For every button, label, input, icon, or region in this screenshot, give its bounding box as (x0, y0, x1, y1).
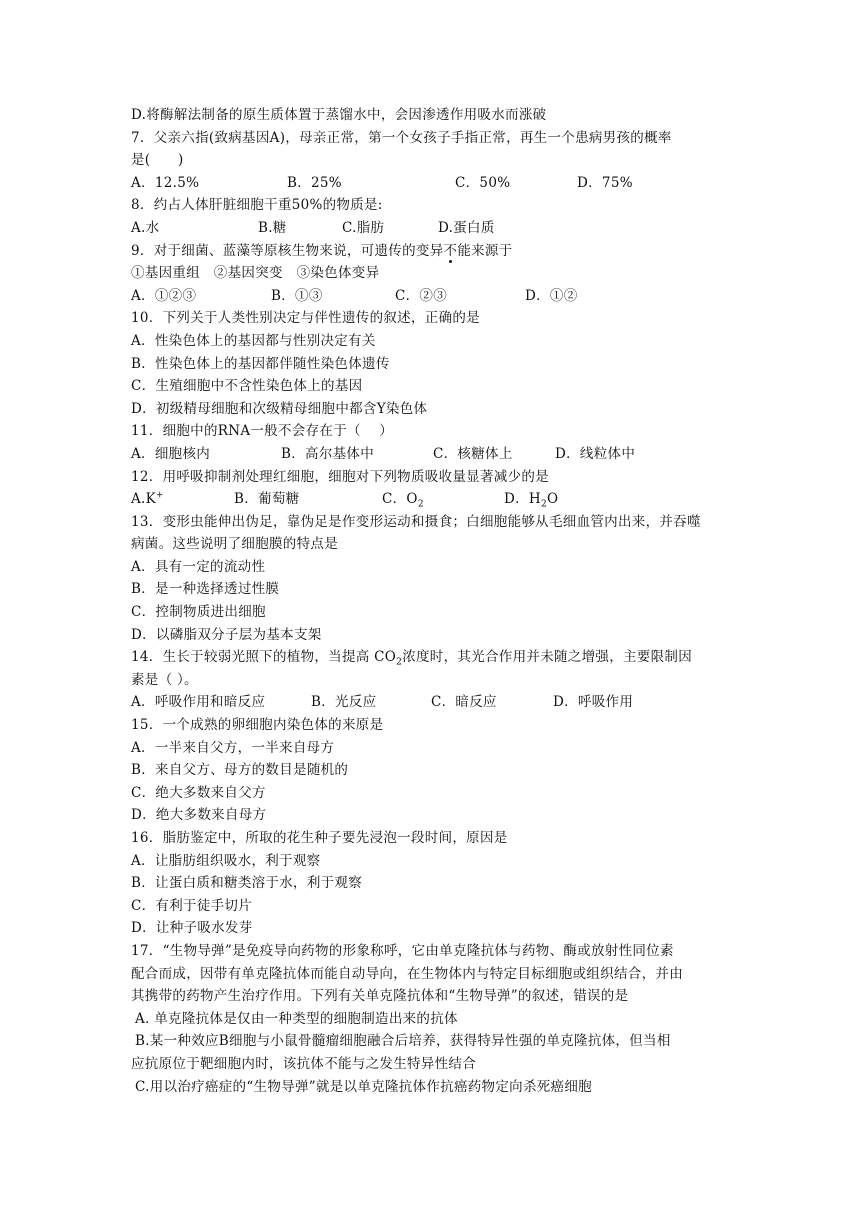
q9-option-c: C．②③ (395, 287, 448, 304)
q14-stem-line1 (131, 646, 731, 669)
q14-stem-post: 浓度时，其光合作用并未随之增强，主要限制因 (402, 649, 693, 666)
q12-option-a-text: A.K (131, 491, 157, 508)
q8-option-c: C.脂肪 (342, 219, 385, 236)
q7-option-c: C．50% (455, 174, 511, 191)
q17-stem-line1: 17．“生物导弹”是免疫导向药物的形象称呼，它由单克隆抗体与药物、酶或放射性同位素 (131, 942, 674, 959)
q13-option-d: D．以磷脂双分子层为基本支架 (131, 626, 322, 643)
q16-option-c: C．有利于徒手切片 (131, 897, 253, 914)
q7-stem-line1: 7．父亲六指(致病基因A)，母亲正常，第一个女孩子手指正常，再生一个患病男孩的概率 (131, 129, 672, 146)
q12-option-d-tail: O (547, 491, 559, 508)
q14-stem-line2: 素是（ ）。 (131, 671, 198, 688)
q14-option-c: C．暗反应 (431, 694, 497, 711)
q16-option-d: D．让种子吸水发芽 (131, 920, 253, 937)
q17-stem-line2: 配合而成，因带有单克隆抗体而能自动导向，在生物体内与特定目标细胞或组织结合，并由 (131, 965, 683, 982)
q9-option-b: B．①③ (271, 287, 323, 304)
q16-option-a: A．让脂肪组织吸水，利于观察 (131, 852, 321, 869)
q8-options (131, 217, 731, 240)
q8-option-d: D.蛋白质 (438, 219, 495, 236)
q11-option-b: B．高尔基体中 (281, 445, 375, 462)
q15-option-b: B．来自父方、母方的数目是随机的 (131, 762, 349, 779)
q9-emphasis-mark: 不 (444, 240, 458, 263)
q16-option-b: B．让蛋白质和糖类溶于水，利于观察 (131, 875, 363, 892)
q9-options (131, 285, 731, 308)
q9-items: ①基因重组 ②基因突变 ③染色体变异 (131, 265, 380, 282)
question-text-block (131, 104, 731, 1098)
q8-stem: 8．约占人体肝脏细胞干重50%的物质是: (131, 197, 383, 214)
q10-stem: 10．下列关于人类性别决定与伴性遗传的叙述，正确的是 (131, 310, 480, 327)
q14-option-a: A．呼吸作用和暗反应 (131, 694, 266, 711)
q9-stem (131, 240, 731, 263)
q11-option-d: D．线粒体中 (555, 445, 636, 462)
q12-option-c-subscript: 2 (417, 499, 424, 510)
q7-stem-line2: 是( ) (131, 152, 184, 169)
q14-option-d: D．呼吸作用 (553, 694, 634, 711)
q10-option-b: B．性染色体上的基因都伴随性染色体遗传 (131, 355, 390, 372)
q9-option-d: D．①② (525, 287, 578, 304)
q12-option-c-text: C．O (382, 491, 418, 508)
q9-option-a: A．①②③ (131, 287, 197, 304)
q12-options (131, 488, 731, 511)
q7-option-a: A．12.5% (131, 174, 200, 191)
q17-stem-line3: 其携带的药物产生治疗作用。下列有关单克隆抗体和“生物导弹”的叙述，错误的是 (131, 988, 629, 1005)
q16-stem: 16．脂肪鉴定中，所取的花生种子要先浸泡一段时间，原因是 (131, 830, 508, 846)
q9-stem-pre: 9．对于细菌、蓝藻等原核生物来说，可遗传的变异 (131, 242, 444, 259)
q17-option-c: C.用以治疗癌症的“生物导弹”就是以单克隆抗体作抗癌药物定向杀死癌细胞 (135, 1078, 592, 1095)
q15-option-d: D．绝大多数来自母方 (131, 807, 267, 824)
q14-stem-pre: 14．生长于较弱光照下的植物，当提高 CO (131, 649, 397, 666)
q13-stem-line1: 13．变形虫能伸出伪足，靠伪足是作变形运动和摄食；白细胞能够从毛细血管内出来，并吞噬 (131, 513, 701, 530)
q17-option-b-line2: 应抗原位于靶细胞内时，该抗体不能与之发生特异性结合 (131, 1055, 476, 1072)
q12-option-a (131, 488, 234, 511)
q12-option-a-superscript: + (156, 490, 164, 501)
q14-co2-subscript: 2 (396, 657, 403, 668)
q17-option-b-line1: B.某一种效应B细胞与小鼠骨髓瘤细胞融合后培养，获得特异性强的单克隆抗体，但当相 (135, 1033, 671, 1050)
q9-stem-post: 能来源于 (457, 242, 513, 259)
q6-option-d: D.将酶解法制备的原生质体置于蒸馏水中，会因渗透作用吸水而涨破 (131, 107, 547, 123)
q15-option-c: C．绝大多数来自父方 (131, 784, 266, 801)
q13-option-c: C．控制物质进出细胞 (131, 604, 266, 621)
q13-stem-line2: 病菌。这些说明了细胞膜的特点是 (131, 536, 338, 553)
q14-options (131, 691, 731, 714)
q11-options (131, 443, 731, 466)
q12-option-b: B．葡萄糖 (234, 491, 300, 508)
q8-option-b: B.糖 (258, 219, 287, 236)
q13-option-b: B．是一种选择透过性膜 (131, 581, 280, 598)
q13-option-a: A．具有一定的流动性 (131, 558, 266, 575)
q10-option-a: A．性染色体上的基因都与性别决定有关 (131, 332, 376, 349)
q12-option-d (504, 488, 558, 511)
q10-option-c: C．生殖细胞中不含性染色体上的基因 (131, 378, 363, 395)
q7-option-d: D．75% (577, 174, 633, 191)
q7-option-b: B．25% (287, 174, 342, 191)
q17-option-a: A. 单克隆抗体是仅由一种类型的细胞制造出来的抗体 (135, 1010, 458, 1027)
q14-option-b: B．光反应 (311, 694, 377, 711)
q15-stem: 15．一个成熟的卵细胞内染色体的来原是 (131, 717, 384, 734)
q12-stem: 12．用呼吸抑制剂处理红细胞，细胞对下列物质吸收量显著减少的是 (131, 468, 549, 485)
q12-option-c (382, 488, 504, 511)
q11-option-a: A．细胞核内 (131, 445, 211, 462)
q11-option-c: C．核糖体上 (433, 445, 513, 462)
q12-option-d-subscript: 2 (541, 499, 548, 510)
q11-stem: 11．细胞中的RNA一般不会存在于（ ） (131, 423, 393, 440)
q7-options (131, 172, 731, 195)
q8-option-a: A.水 (131, 219, 160, 236)
q10-option-d: D．初级精母细胞和次级精母细胞中都含Y染色体 (131, 400, 428, 417)
q15-option-a: A．一半来自父方，一半来自母方 (131, 739, 335, 756)
q12-option-d-text: D．H (504, 491, 541, 508)
